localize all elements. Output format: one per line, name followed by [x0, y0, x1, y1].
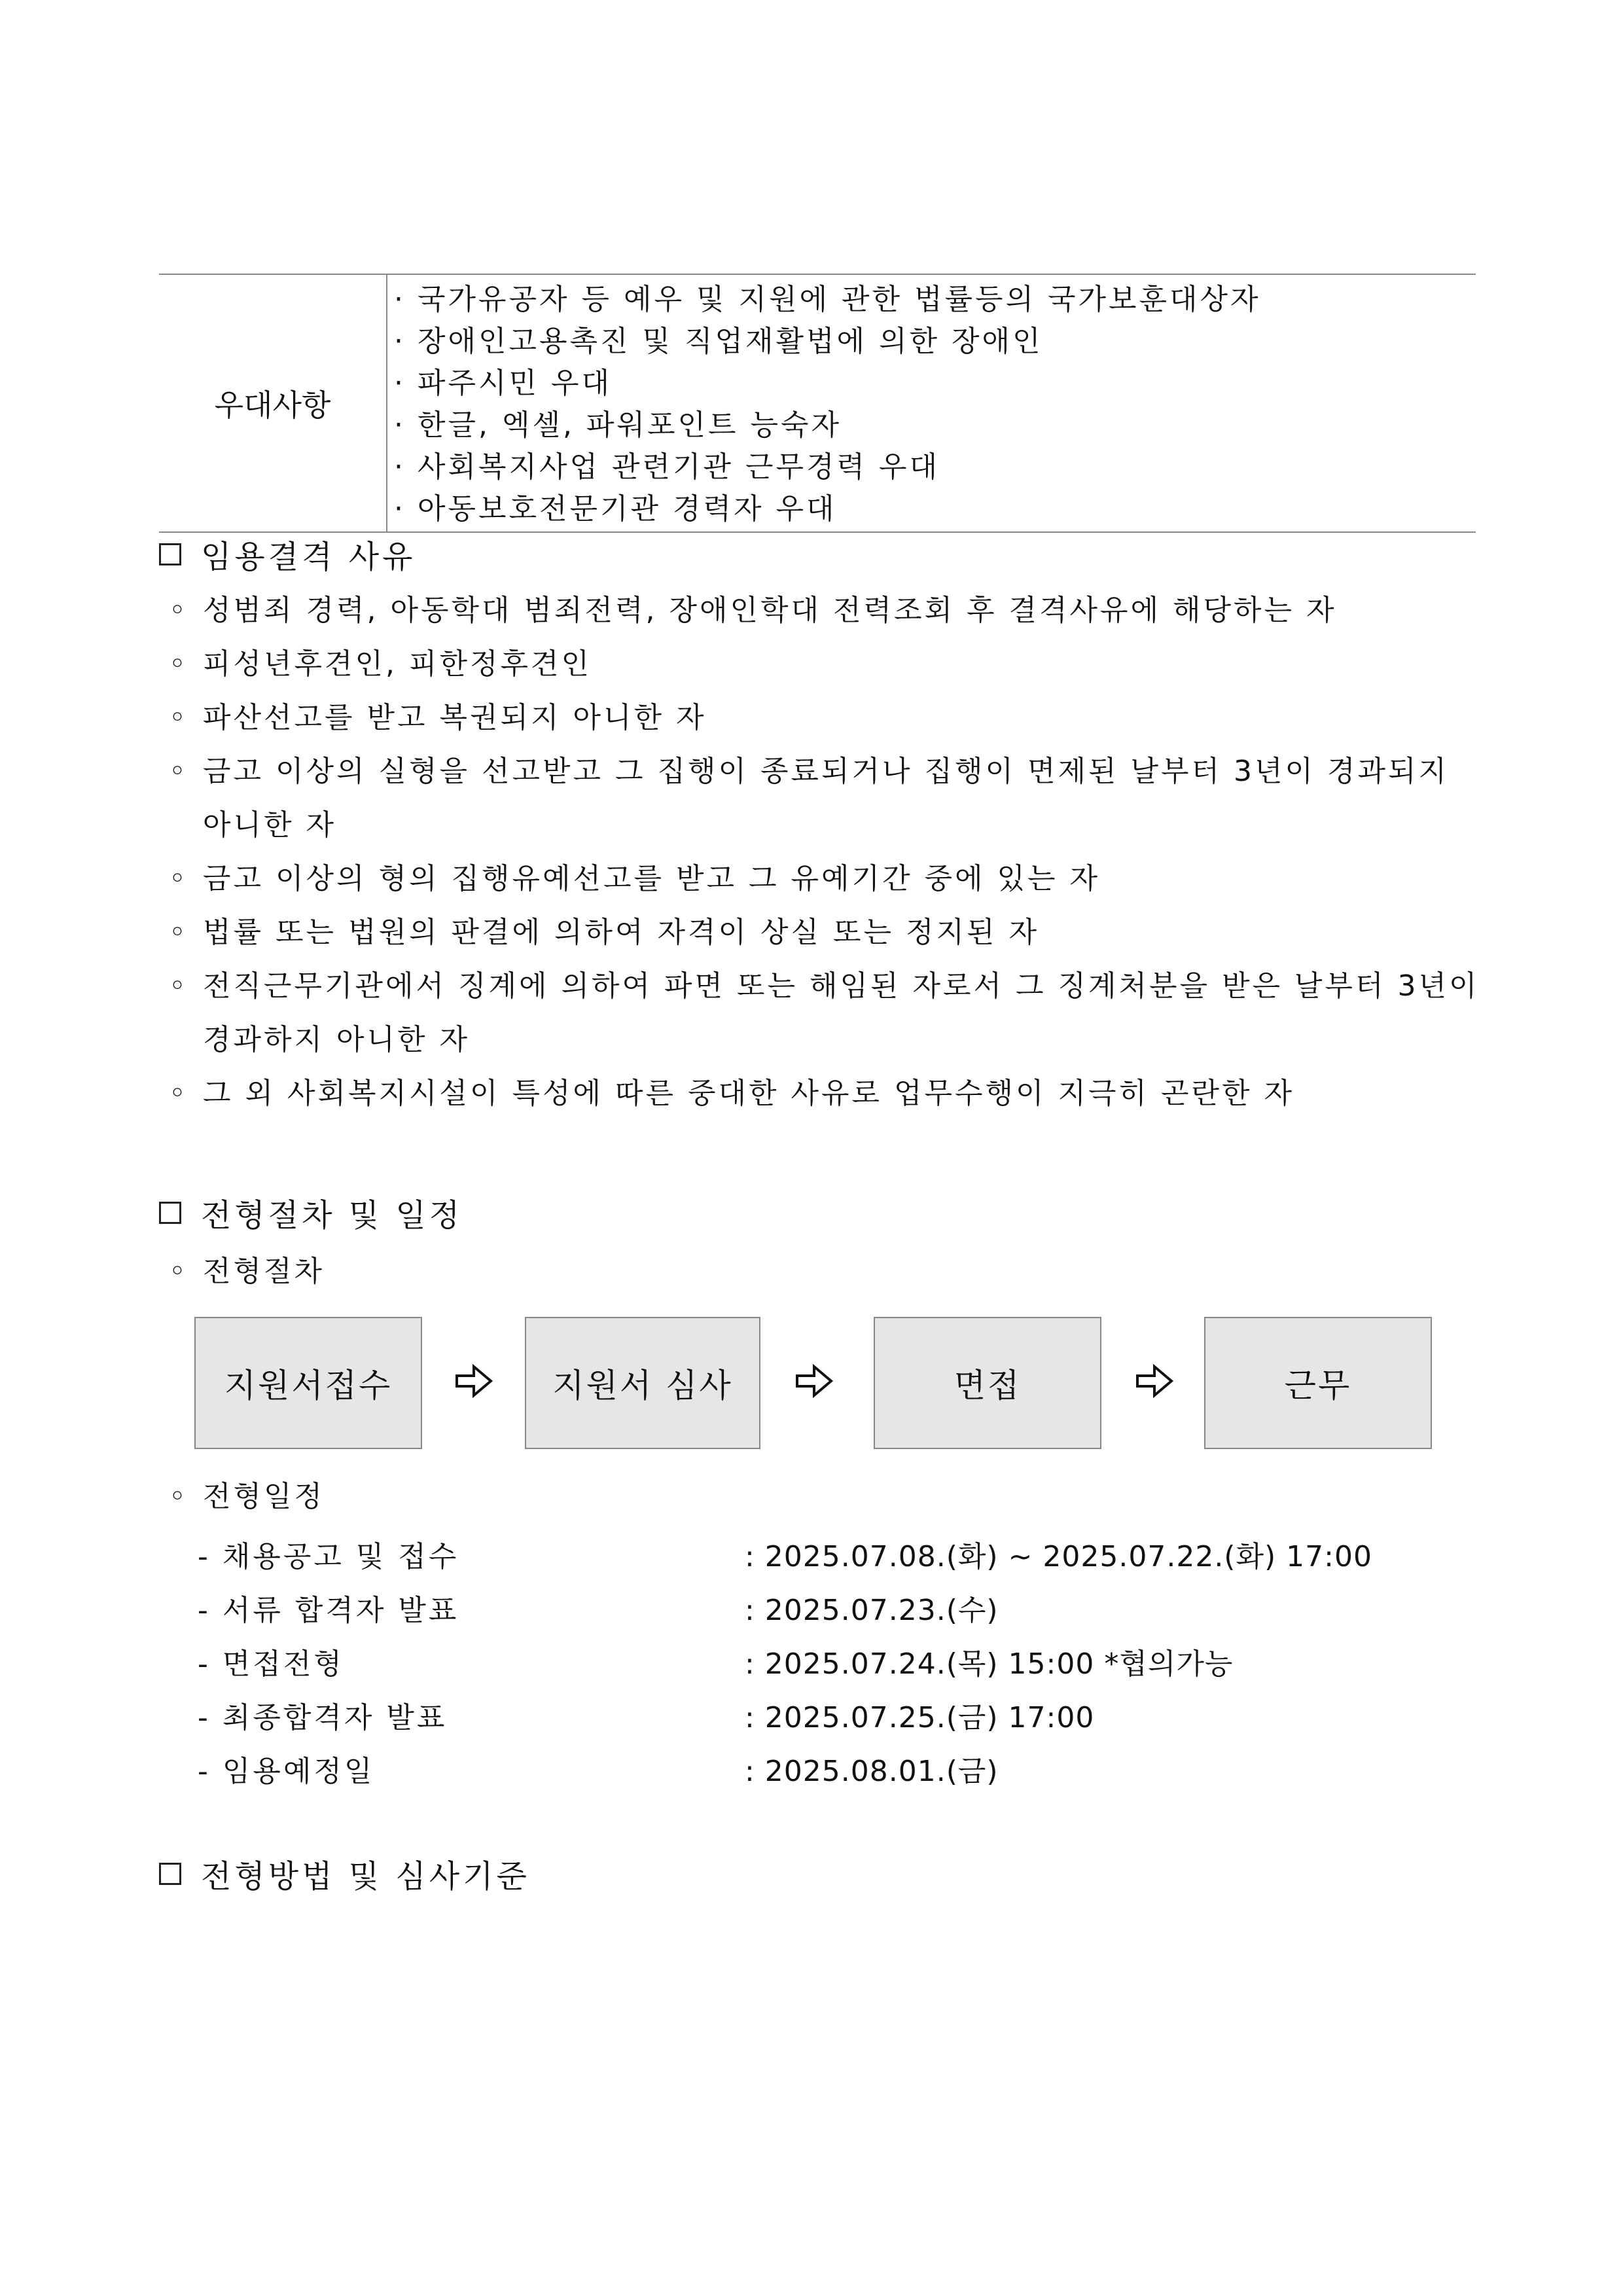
arrow-right-icon	[1133, 1360, 1175, 1402]
checkbox-square-icon	[159, 1863, 181, 1885]
preferences-list	[387, 275, 1476, 531]
disqualification-heading	[159, 531, 416, 577]
disqualification-item	[169, 908, 1039, 950]
ring-bullet-icon: ◦	[169, 862, 188, 895]
ring-bullet-icon: ◦	[169, 594, 188, 627]
middle-dot: ·	[394, 492, 406, 526]
flow-step-review: 지원서 심사	[525, 1317, 760, 1449]
preference-text: 한글, 엑셀, 파워포인트 능숙자	[418, 408, 842, 442]
item-text: 성범죄 경력, 아동학대 범죄전력, 장애인학대 전력조회 후 결격사유에 해당하는 자	[203, 594, 1337, 627]
middle-dot: ·	[394, 450, 406, 484]
flow-step-application: 지원서접수	[194, 1317, 422, 1449]
disqualification-item	[169, 747, 1449, 789]
preference-text: 국가유공자 등 예우 및 지원에 관한 법률등의 국가보훈대상자	[418, 283, 1261, 316]
preferences-table	[159, 274, 1476, 533]
schedule-label: - 면접전형	[198, 1647, 344, 1681]
preference-item	[387, 321, 1476, 363]
preference-item	[387, 363, 1476, 404]
disqualification-item	[169, 855, 1100, 897]
preferences-label: 우대사항	[159, 275, 387, 531]
preference-item	[387, 446, 1476, 488]
procedure-heading	[159, 1190, 463, 1235]
schedule-value: : 2025.07.08.(화) ~ 2025.07.22.(화) 17:00	[745, 1540, 1372, 1573]
preference-item	[387, 279, 1476, 321]
item-continuation: 경과하지 아니한 자	[203, 1023, 471, 1056]
middle-dot: ·	[394, 367, 406, 400]
subsection-title: 전형일정	[203, 1480, 325, 1513]
flow-step-interview: 면접	[874, 1317, 1101, 1449]
schedule-label: - 서류 합격자 발표	[198, 1594, 459, 1627]
preference-item	[387, 404, 1476, 446]
item-text: 파산선고를 받고 복권되지 아니한 자	[203, 701, 707, 734]
middle-dot: ·	[394, 408, 406, 442]
item-text: 금고 이상의 형의 집행유예선고를 받고 그 유예기간 중에 있는 자	[203, 862, 1100, 895]
arrow-right-icon	[453, 1360, 495, 1402]
item-text: 금고 이상의 실형을 선고받고 그 집행이 종료되거나 집행이 면제된 날부터 3년이 경과되지	[203, 755, 1449, 788]
arrow-right-icon	[793, 1360, 835, 1402]
flow-step-work: 근무	[1204, 1317, 1432, 1449]
disqualification-item	[169, 962, 1480, 1004]
ring-bullet-icon: ◦	[169, 701, 188, 734]
ring-bullet-icon: ◦	[169, 647, 188, 681]
preference-text: 사회복지사업 관련기관 근무경력 우대	[418, 450, 940, 484]
preference-item	[387, 488, 1476, 530]
middle-dot: ·	[394, 325, 406, 358]
schedule-label: - 최종합격자 발표	[198, 1701, 448, 1734]
schedule-value: : 2025.07.23.(수)	[745, 1594, 999, 1627]
item-text: 법률 또는 법원의 판결에 의하여 자격이 상실 또는 정지된 자	[203, 916, 1039, 949]
section-title: 임용결격 사유	[201, 539, 416, 575]
item-text: 그 외 사회복지시설이 특성에 따른 중대한 사유로 업무수행이 지극히 곤란한 자	[203, 1077, 1294, 1110]
disqualification-item	[169, 640, 592, 682]
preference-text: 장애인고용촉진 및 직업재활법에 의한 장애인	[418, 325, 1043, 358]
preference-text: 아동보호전문기관 경력자 우대	[418, 492, 837, 526]
schedule-value: : 2025.07.25.(금) 17:00	[745, 1701, 1095, 1734]
preference-text: 파주시민 우대	[418, 367, 613, 400]
schedule-label: - 채용공고 및 접수	[198, 1540, 459, 1573]
schedule-label: - 임용예정일	[198, 1755, 375, 1788]
ring-bullet-icon: ◦	[169, 916, 188, 949]
item-text: 피성년후견인, 피한정후견인	[203, 647, 592, 681]
disqualification-item	[169, 1069, 1294, 1111]
ring-bullet-icon: ◦	[169, 969, 188, 1003]
schedule-value: : 2025.07.24.(목) 15:00 *협의가능	[745, 1647, 1234, 1681]
schedule-title	[169, 1473, 325, 1515]
ring-bullet-icon: ◦	[169, 755, 188, 788]
section-title: 전형방법 및 심사기준	[201, 1858, 530, 1895]
checkbox-square-icon	[159, 1202, 181, 1224]
subsection-title: 전형절차	[203, 1255, 325, 1288]
disqualification-item	[169, 694, 707, 736]
item-text: 전직근무기관에서 징계에 의하여 파면 또는 해임된 자로서 그 징계처분을 받은 날부터 3년이	[203, 969, 1480, 1003]
item-continuation: 아니한 자	[203, 808, 337, 842]
ring-bullet-icon: ◦	[169, 1077, 188, 1110]
flow-title	[169, 1247, 325, 1289]
section-title: 전형절차 및 일정	[201, 1197, 463, 1234]
ring-bullet-icon: ◦	[169, 1255, 188, 1288]
ring-bullet-icon: ◦	[169, 1480, 188, 1513]
method-heading	[159, 1851, 530, 1896]
disqualification-item	[169, 586, 1336, 628]
schedule-value: : 2025.08.01.(금)	[745, 1755, 999, 1788]
checkbox-square-icon	[159, 543, 181, 565]
middle-dot: ·	[394, 283, 406, 316]
